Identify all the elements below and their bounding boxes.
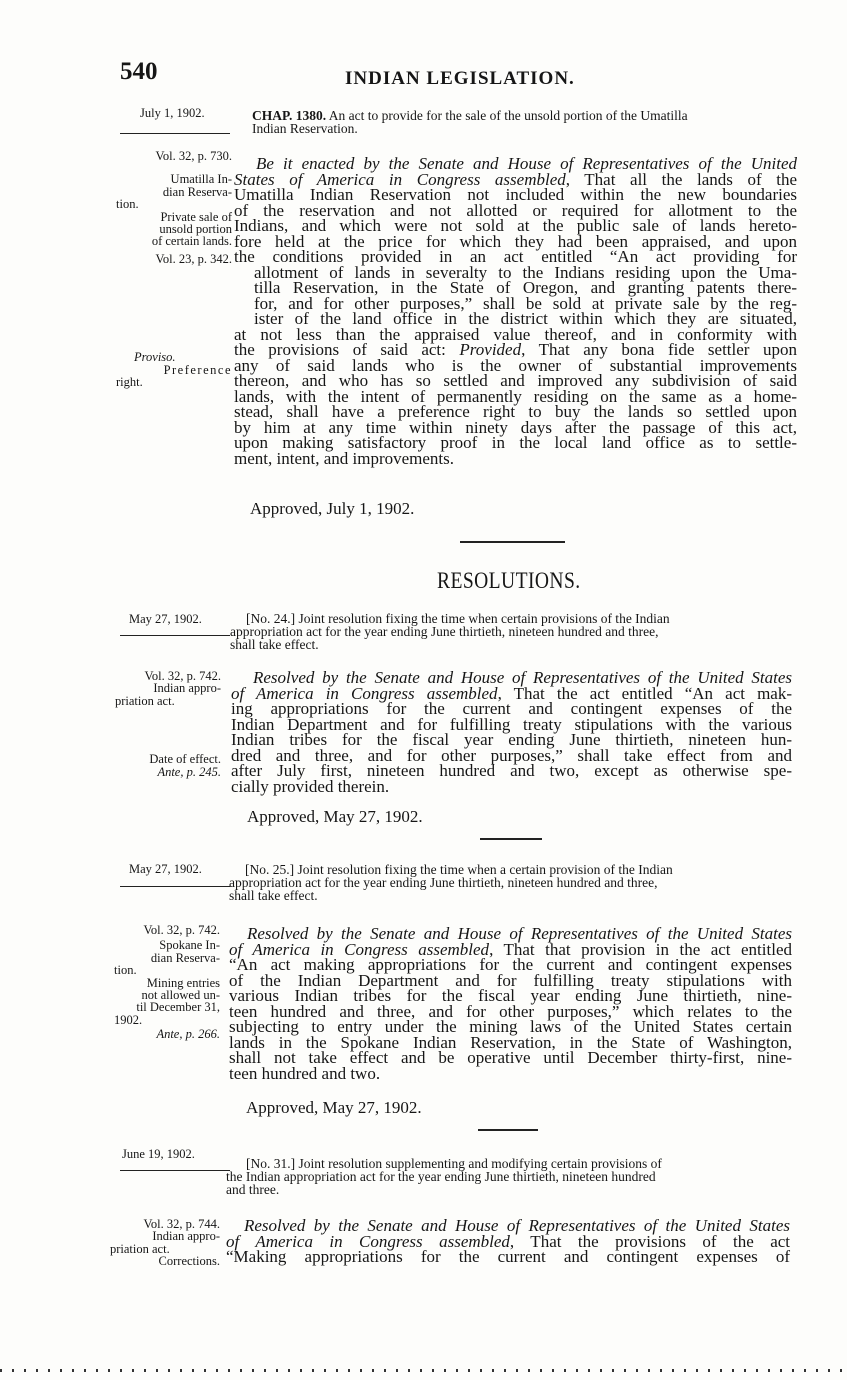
margin-note: Vol. 23, p. 342. xyxy=(155,251,232,266)
body-line: tilla Reservation, in the State of Oregon, and granting patents there- xyxy=(254,278,797,297)
margin-note: Spokane In- xyxy=(159,938,220,953)
caption-line: appropriation act for the year ending June thirtieth, nineteen hundred and three, xyxy=(230,624,659,639)
body-line: of America in Congress assembled, That that provision in the act entitled xyxy=(229,939,792,959)
running-head: INDIAN LEGISLATION. xyxy=(345,68,575,89)
caption-line: shall take effect. xyxy=(230,637,319,652)
body-line: the provisions of said act: Provided, That any bona fide settler upon xyxy=(234,340,797,359)
body-line: lands, with the intent of permanently residing on the same as a home- xyxy=(234,386,797,406)
section-divider xyxy=(460,541,565,543)
date-rule xyxy=(120,1170,230,1171)
margin-note: of certain lands. xyxy=(151,234,232,249)
margin-note: Ante, p. 245. xyxy=(157,764,221,779)
act-date: July 1, 1902. xyxy=(140,106,205,120)
margin-note: Ante, p. 266. xyxy=(156,1027,220,1042)
italic-phrase: States of America in Congress assembled xyxy=(234,169,566,189)
body-line: of America in Congress assembled, That the provisions of the act xyxy=(226,1231,791,1251)
resolving-clause: Resolved by the Senate and House of Representatives of the United States xyxy=(253,668,792,687)
body-line: thereon, and who has so settled and improved any subdivision of said xyxy=(234,371,797,390)
page-number: 540 xyxy=(120,58,158,85)
chapter-label: CHAP. 1380. xyxy=(252,108,327,123)
body-line: by him at any time within ninety days after the passage of this act, xyxy=(234,417,797,437)
margin-note: not allowed un- xyxy=(141,988,220,1003)
section-divider xyxy=(480,838,542,840)
caption-line: appropriation act for the year ending June thirtieth, nineteen hundred and three, xyxy=(229,875,658,890)
resolution-approved: Approved, May 27, 1902. xyxy=(247,807,423,826)
resolution-body xyxy=(229,926,792,1081)
resolving-clause: Resolved by the Senate and House of Representatives of the United States xyxy=(244,1216,790,1235)
body-line: ment, intent, and improvements. xyxy=(234,448,455,468)
resolution-body xyxy=(231,670,792,794)
act-approved: Approved, July 1, 1902. xyxy=(250,499,415,518)
body-line: after July first, nineteen hundred and two, except as otherwise spe- xyxy=(231,761,792,780)
resolution-caption xyxy=(229,863,792,902)
margin-note: Vol. 32, p. 742. xyxy=(144,669,221,683)
caption-line: shall take effect. xyxy=(229,888,318,903)
resolution-margin-notes xyxy=(103,670,221,778)
body-line: allotment of lands in severalty to the Indians residing upon the Uma- xyxy=(254,262,797,282)
act-margin-notes xyxy=(114,150,232,388)
body-line: States of America in Congress assembled, That all the lands of the xyxy=(234,169,797,189)
body-line: lands in the Spokane Indian Reservation, in the State of Washington, xyxy=(229,1032,792,1052)
act-body xyxy=(234,156,797,466)
margin-note: dian Reserva- xyxy=(162,184,232,199)
caption-line: and three. xyxy=(226,1182,280,1197)
body-line: cially provided therein. xyxy=(231,776,390,796)
margin-note: Indian appro- xyxy=(153,681,221,696)
body-line: teen hundred and two. xyxy=(229,1063,381,1083)
body-line: fore held at the price for which they had been appraised, and upon xyxy=(234,231,797,251)
margin-note: Indian appro- xyxy=(152,1229,220,1244)
body-line: of the Indian Department and for fulfilling treaty stipulations with xyxy=(229,970,792,990)
date-rule xyxy=(120,886,230,887)
italic-phrase: of America in Congress assembled xyxy=(226,1231,510,1251)
margin-note: Private sale of xyxy=(160,209,232,224)
margin-note: Vol. 32, p. 730. xyxy=(155,149,232,163)
act-caption xyxy=(252,109,797,135)
caption-line: the Indian appropriation act for the year ending June thirtieth, nineteen hundred xyxy=(226,1169,656,1184)
margin-note: tion. xyxy=(114,963,137,978)
resolution-approved: Approved, May 27, 1902. xyxy=(246,1098,422,1117)
body-line: ister of the land office in the district within which they are situated, xyxy=(254,309,797,328)
act-title-line: Indian Reservation. xyxy=(252,121,358,136)
body-line: subjecting to entry under the mining laws of the United States certain xyxy=(229,1017,792,1036)
margin-note: Preference xyxy=(163,362,232,377)
margin-note: 1902. xyxy=(114,1012,143,1027)
body-line: ing appropriations for the current and contingent expenses of the xyxy=(231,699,792,718)
margin-note: priation act. xyxy=(115,693,175,708)
enacting-clause: Be it enacted by the Senate and House of Representatives of the United xyxy=(256,154,797,173)
body-line: at not less than the appraised value thereof, and in conformity with xyxy=(234,324,797,344)
margin-note: dian Reserva- xyxy=(150,950,220,965)
body-line: various Indian tribes for the fiscal year ending June thirtieth, nine- xyxy=(229,986,792,1005)
section-divider xyxy=(478,1129,538,1131)
body-line: the conditions provided in an act entitled “An act providing for xyxy=(234,247,797,266)
body-line: Indian Department and for fulfilling treaty stipulations with the various xyxy=(231,714,792,734)
margin-note: right. xyxy=(116,375,143,390)
italic-phrase: of America in Congress assembled xyxy=(231,683,498,703)
margin-note: Proviso. xyxy=(134,350,176,365)
margin-note: Umatilla In- xyxy=(170,172,232,187)
body-line: of America in Congress assembled, That the act entitled “An act mak- xyxy=(231,683,792,703)
caption-line: [No. 25.] Joint resolution fixing the time when a certain provision of the Indian xyxy=(245,862,673,877)
resolution-caption xyxy=(230,612,792,651)
margin-note: til December 31, xyxy=(136,1000,220,1015)
date-rule xyxy=(120,133,230,134)
body-line: upon making satisfactory proof in the local land office as to settle- xyxy=(234,433,797,452)
body-line: any of said lands who is the owner of substantial improvements xyxy=(234,355,797,375)
date-rule xyxy=(120,635,230,636)
caption-line: [No. 31.] Joint resolution supplementing and modifying certain provisions of xyxy=(246,1156,662,1171)
body-line: Umatilla Indian Reservation not included within the new boundaries xyxy=(234,185,797,204)
margin-note: tion. xyxy=(116,197,139,212)
body-line: “Making appropriations for the current and contingent expenses of xyxy=(226,1247,790,1266)
resolution-date: May 27, 1902. xyxy=(129,612,202,626)
italic-phrase: of America in Congress assembled xyxy=(229,939,490,959)
margin-note: Vol. 32, p. 744. xyxy=(143,1217,220,1231)
resolution-date: June 19, 1902. xyxy=(122,1147,195,1161)
resolution-margin-notes xyxy=(102,1218,220,1268)
italic-phrase: Provided xyxy=(459,340,522,359)
resolution-body xyxy=(226,1218,790,1265)
margin-note: unsold portion xyxy=(159,222,232,237)
body-line: dred and three, and for other purposes,” shall take effect from and xyxy=(231,745,792,765)
body-line: stead, shall have a preference right to buy the lands so settled upon xyxy=(234,402,797,421)
margin-note: priation act. xyxy=(110,1241,170,1256)
body-line: “An act making appropriations for the current and contingent expenses xyxy=(229,955,792,974)
caption-line: [No. 24.] Joint resolution fixing the time when certain provisions of the Indian xyxy=(246,611,670,626)
body-line: Indian tribes for the fiscal year ending June thirtieth, nineteen hun- xyxy=(231,730,792,749)
margin-note: Mining entries xyxy=(146,975,220,990)
resolving-clause: Resolved by the Senate and House of Representatives of the United States xyxy=(247,924,792,943)
body-line: of the reservation and not allotted or required for allotment to the xyxy=(234,200,797,220)
body-line: Indians, and which were not sold at the public sale of lands hereto- xyxy=(234,216,797,235)
margin-note: Date of effect. xyxy=(149,752,221,767)
body-line: shall not take effect and be operative until December thirty-first, nine- xyxy=(229,1048,792,1067)
body-line: teen hundred and three, and for other purposes,” which relates to the xyxy=(229,1001,792,1021)
page-edge-dots xyxy=(0,1369,847,1372)
body-line: for, and for other purposes,” shall be sold at private sale by the reg- xyxy=(254,293,797,313)
resolution-margin-notes xyxy=(102,924,220,1041)
margin-note: Vol. 32, p. 742. xyxy=(143,923,220,937)
act-title-line: An act to provide for the sale of the unsold portion of the Umatilla xyxy=(328,108,688,123)
resolution-date: May 27, 1902. xyxy=(129,862,202,876)
section-heading: RESOLUTIONS. xyxy=(437,568,581,593)
resolution-caption xyxy=(226,1157,789,1196)
margin-note: Corrections. xyxy=(158,1254,220,1269)
